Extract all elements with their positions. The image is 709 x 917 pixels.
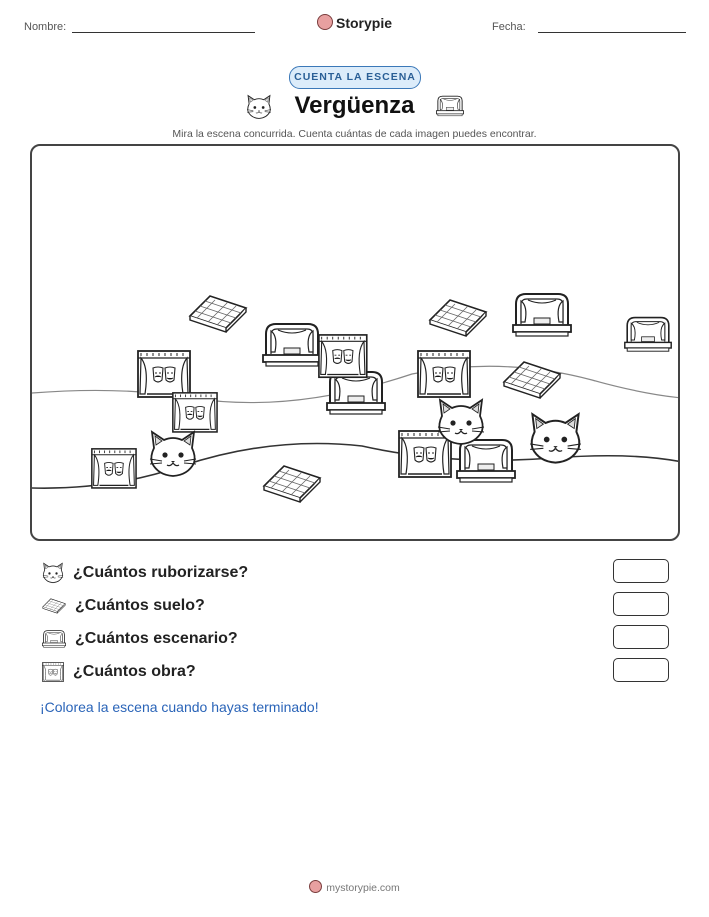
question-row [42, 560, 248, 586]
theater-play-icon[interactable] [138, 351, 190, 397]
stage-icon[interactable] [327, 372, 385, 414]
instructions: Mira la escena concurrida. Cuenta cuántas de cada imagen puedes encontrar. [172, 128, 537, 140]
storypie-logo-icon [317, 14, 333, 30]
stage-icon[interactable] [263, 324, 321, 366]
cat-icon[interactable] [530, 414, 581, 462]
footer [0, 880, 709, 894]
cat-icon [42, 562, 64, 584]
question-label: ¿Cuántos escenario? [75, 630, 238, 647]
cat-icon[interactable] [150, 432, 196, 476]
brand [0, 14, 709, 31]
theater-play-icon[interactable] [173, 393, 217, 432]
name-label: Nombre: [24, 21, 67, 33]
activity-badge: CUENTA LA ESCENA [289, 66, 421, 89]
date-label: Fecha: [492, 21, 526, 33]
date-line[interactable] [538, 32, 686, 33]
stage-icon[interactable] [625, 318, 671, 352]
page-title: Vergüenza [294, 92, 415, 119]
scene-panel [30, 144, 680, 541]
coloring-instruction: ¡Colorea la escena cuando hayas terminado! [40, 699, 319, 715]
theater-play-icon[interactable] [399, 431, 451, 477]
question-row [42, 659, 196, 685]
answer-box-suelo[interactable] [613, 592, 669, 616]
cat-icon[interactable] [438, 400, 484, 444]
floor-icon[interactable] [264, 466, 320, 502]
stage-icon [42, 629, 66, 649]
floor-icon[interactable] [430, 300, 486, 336]
answer-box-escenario[interactable] [613, 625, 669, 649]
stage-icon [436, 94, 464, 118]
storypie-logo-icon [309, 880, 322, 893]
answer-box-obra[interactable] [613, 658, 669, 682]
theater-play-icon[interactable] [418, 351, 470, 397]
stage-icon[interactable] [457, 440, 515, 482]
answer-box-ruborizarse[interactable] [613, 559, 669, 583]
question-label: ¿Cuántos suelo? [75, 597, 205, 614]
theater-play-icon[interactable] [92, 449, 136, 488]
footer-url[interactable]: mystorypie.com [326, 882, 400, 894]
stage-icon[interactable] [513, 294, 571, 336]
theater-play-icon[interactable] [319, 335, 367, 377]
scene-illustration [32, 146, 680, 541]
question-row [42, 593, 205, 619]
question-row [42, 626, 238, 652]
question-label: ¿Cuántos ruborizarse? [73, 564, 249, 581]
theater-play-icon [42, 662, 64, 682]
floor-icon[interactable] [190, 296, 246, 332]
question-label: ¿Cuántos obra? [73, 663, 196, 680]
name-line[interactable] [72, 32, 255, 33]
brand-name: Storypie [335, 15, 392, 31]
floor-icon [42, 597, 66, 615]
